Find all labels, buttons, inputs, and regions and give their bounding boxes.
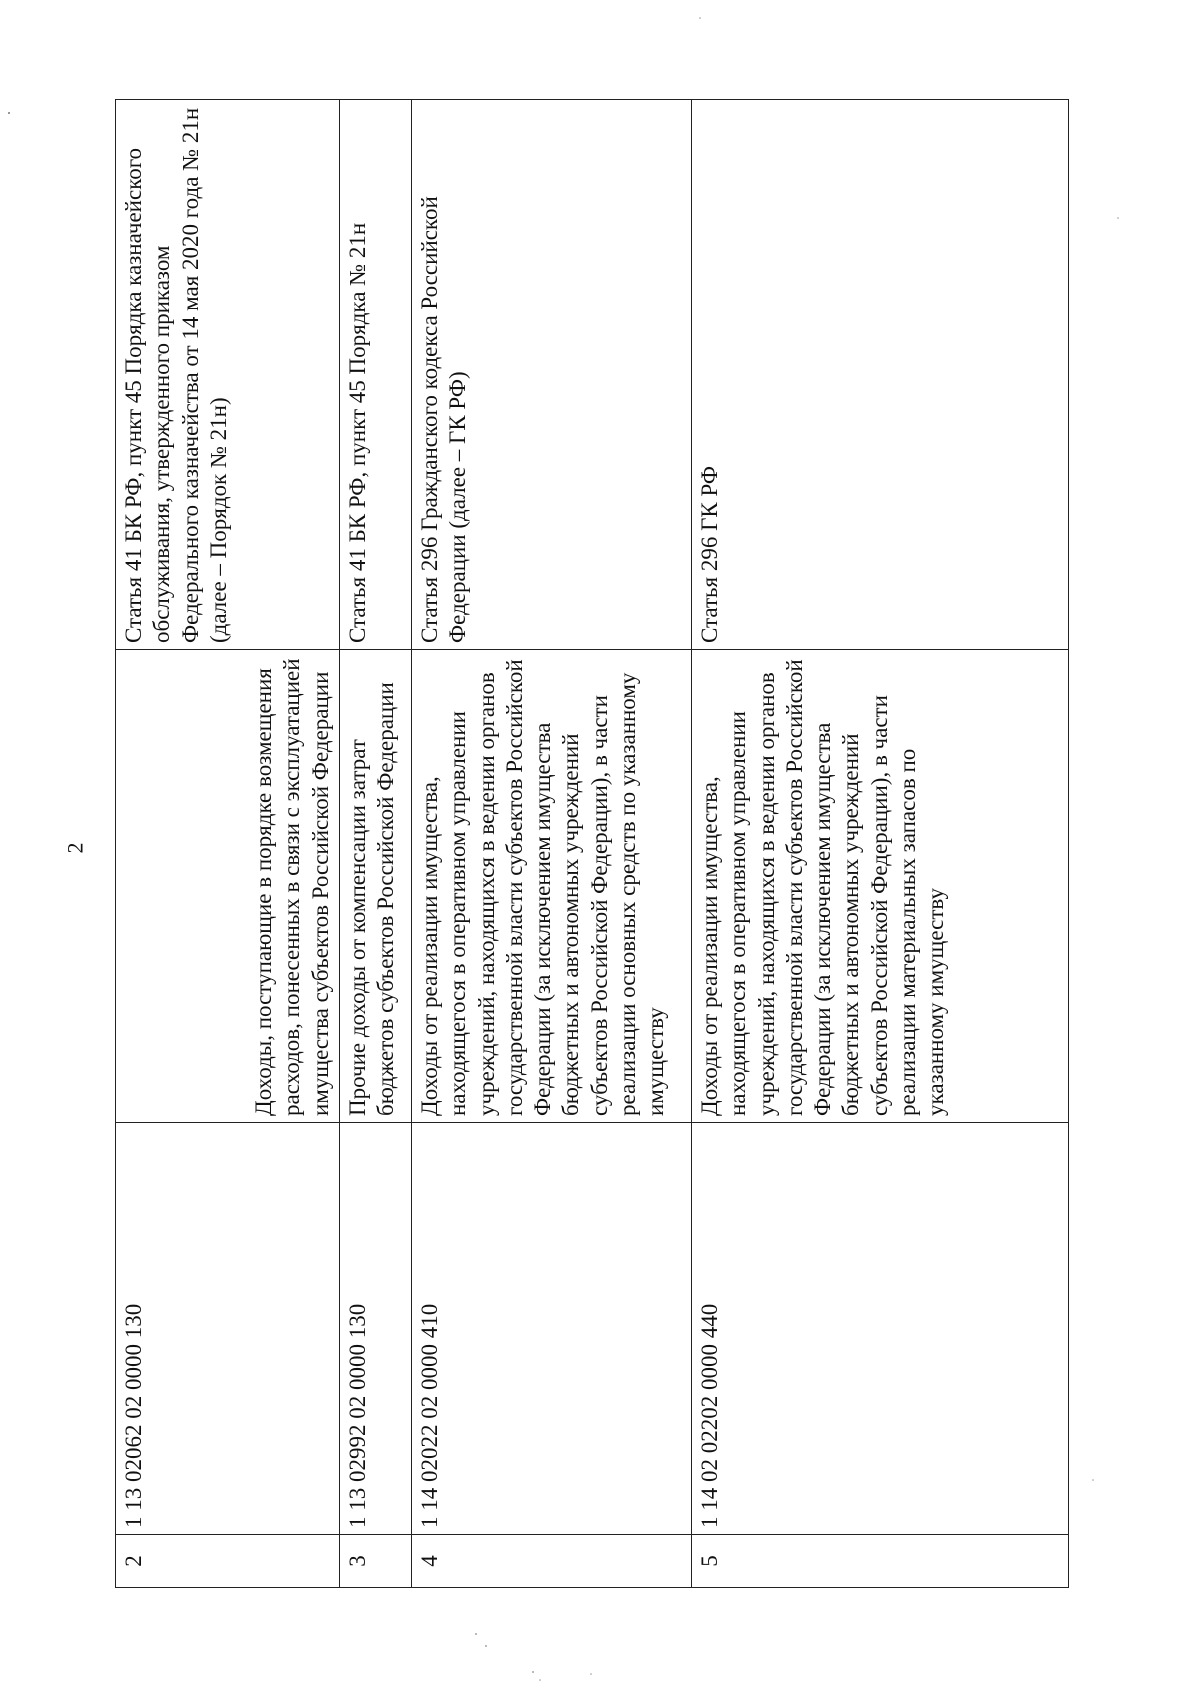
revenue-name: Прочие доходы от компенсации затрат бюджетов субъектов Российской Федерации	[340, 650, 412, 1123]
page-number: 2	[62, 842, 88, 854]
revenue-code: 1 14 02022 02 0000 410	[412, 1123, 692, 1535]
legal-basis: Статья 41 БК РФ, пункт 45 Порядка казначейского обслуживания, утвержденного приказом Федерального казначейства от 14 мая 2020 года № 21н (далее – Порядок № 21н)	[116, 100, 340, 650]
row-number: 5	[692, 1535, 1069, 1588]
row-number: 2	[116, 1535, 340, 1588]
legal-basis: Статья 296 ГК РФ	[692, 100, 1069, 650]
revenue-name: Доходы от реализации имущества, находящегося в оперативном управлении учреждений, находящихся в ведении органов государственной власти субъектов Российской Федерации (за исключением имущества бюджетных и автономных учреждений субъектов Российской Федерации), в части реализации основных средств по указанному имуществу	[412, 650, 692, 1123]
revenue-name: Доходы, поступающие в порядке возмещения расходов, понесенных в связи с эксплуатацией имущества субъектов Российской Федерации	[116, 650, 340, 1123]
legal-basis: Статья 296 Гражданского кодекса Российской Федерации (далее – ГК РФ)	[412, 100, 692, 650]
revenue-code: 1 14 02 02202 0000 440	[692, 1123, 1069, 1535]
revenue-code: 1 13 02062 02 0000 130	[116, 1123, 340, 1535]
revenue-name: Доходы от реализации имущества, находящегося в оперативном управлении учреждений, находящихся в ведении органов государственной власти субъектов Российской Федерации (за исключением имущества бюджетных и автономных учреждений субъектов Российской Федерации), в части реализации материальных запасов по указанному имуществу	[692, 650, 1069, 1123]
row-number: 3	[340, 1535, 412, 1588]
legal-basis: Статья 41 БК РФ, пункт 45 Порядка № 21н	[340, 100, 412, 650]
revenue-code: 1 13 02992 02 0000 130	[340, 1123, 412, 1535]
row-number: 4	[412, 1535, 692, 1588]
